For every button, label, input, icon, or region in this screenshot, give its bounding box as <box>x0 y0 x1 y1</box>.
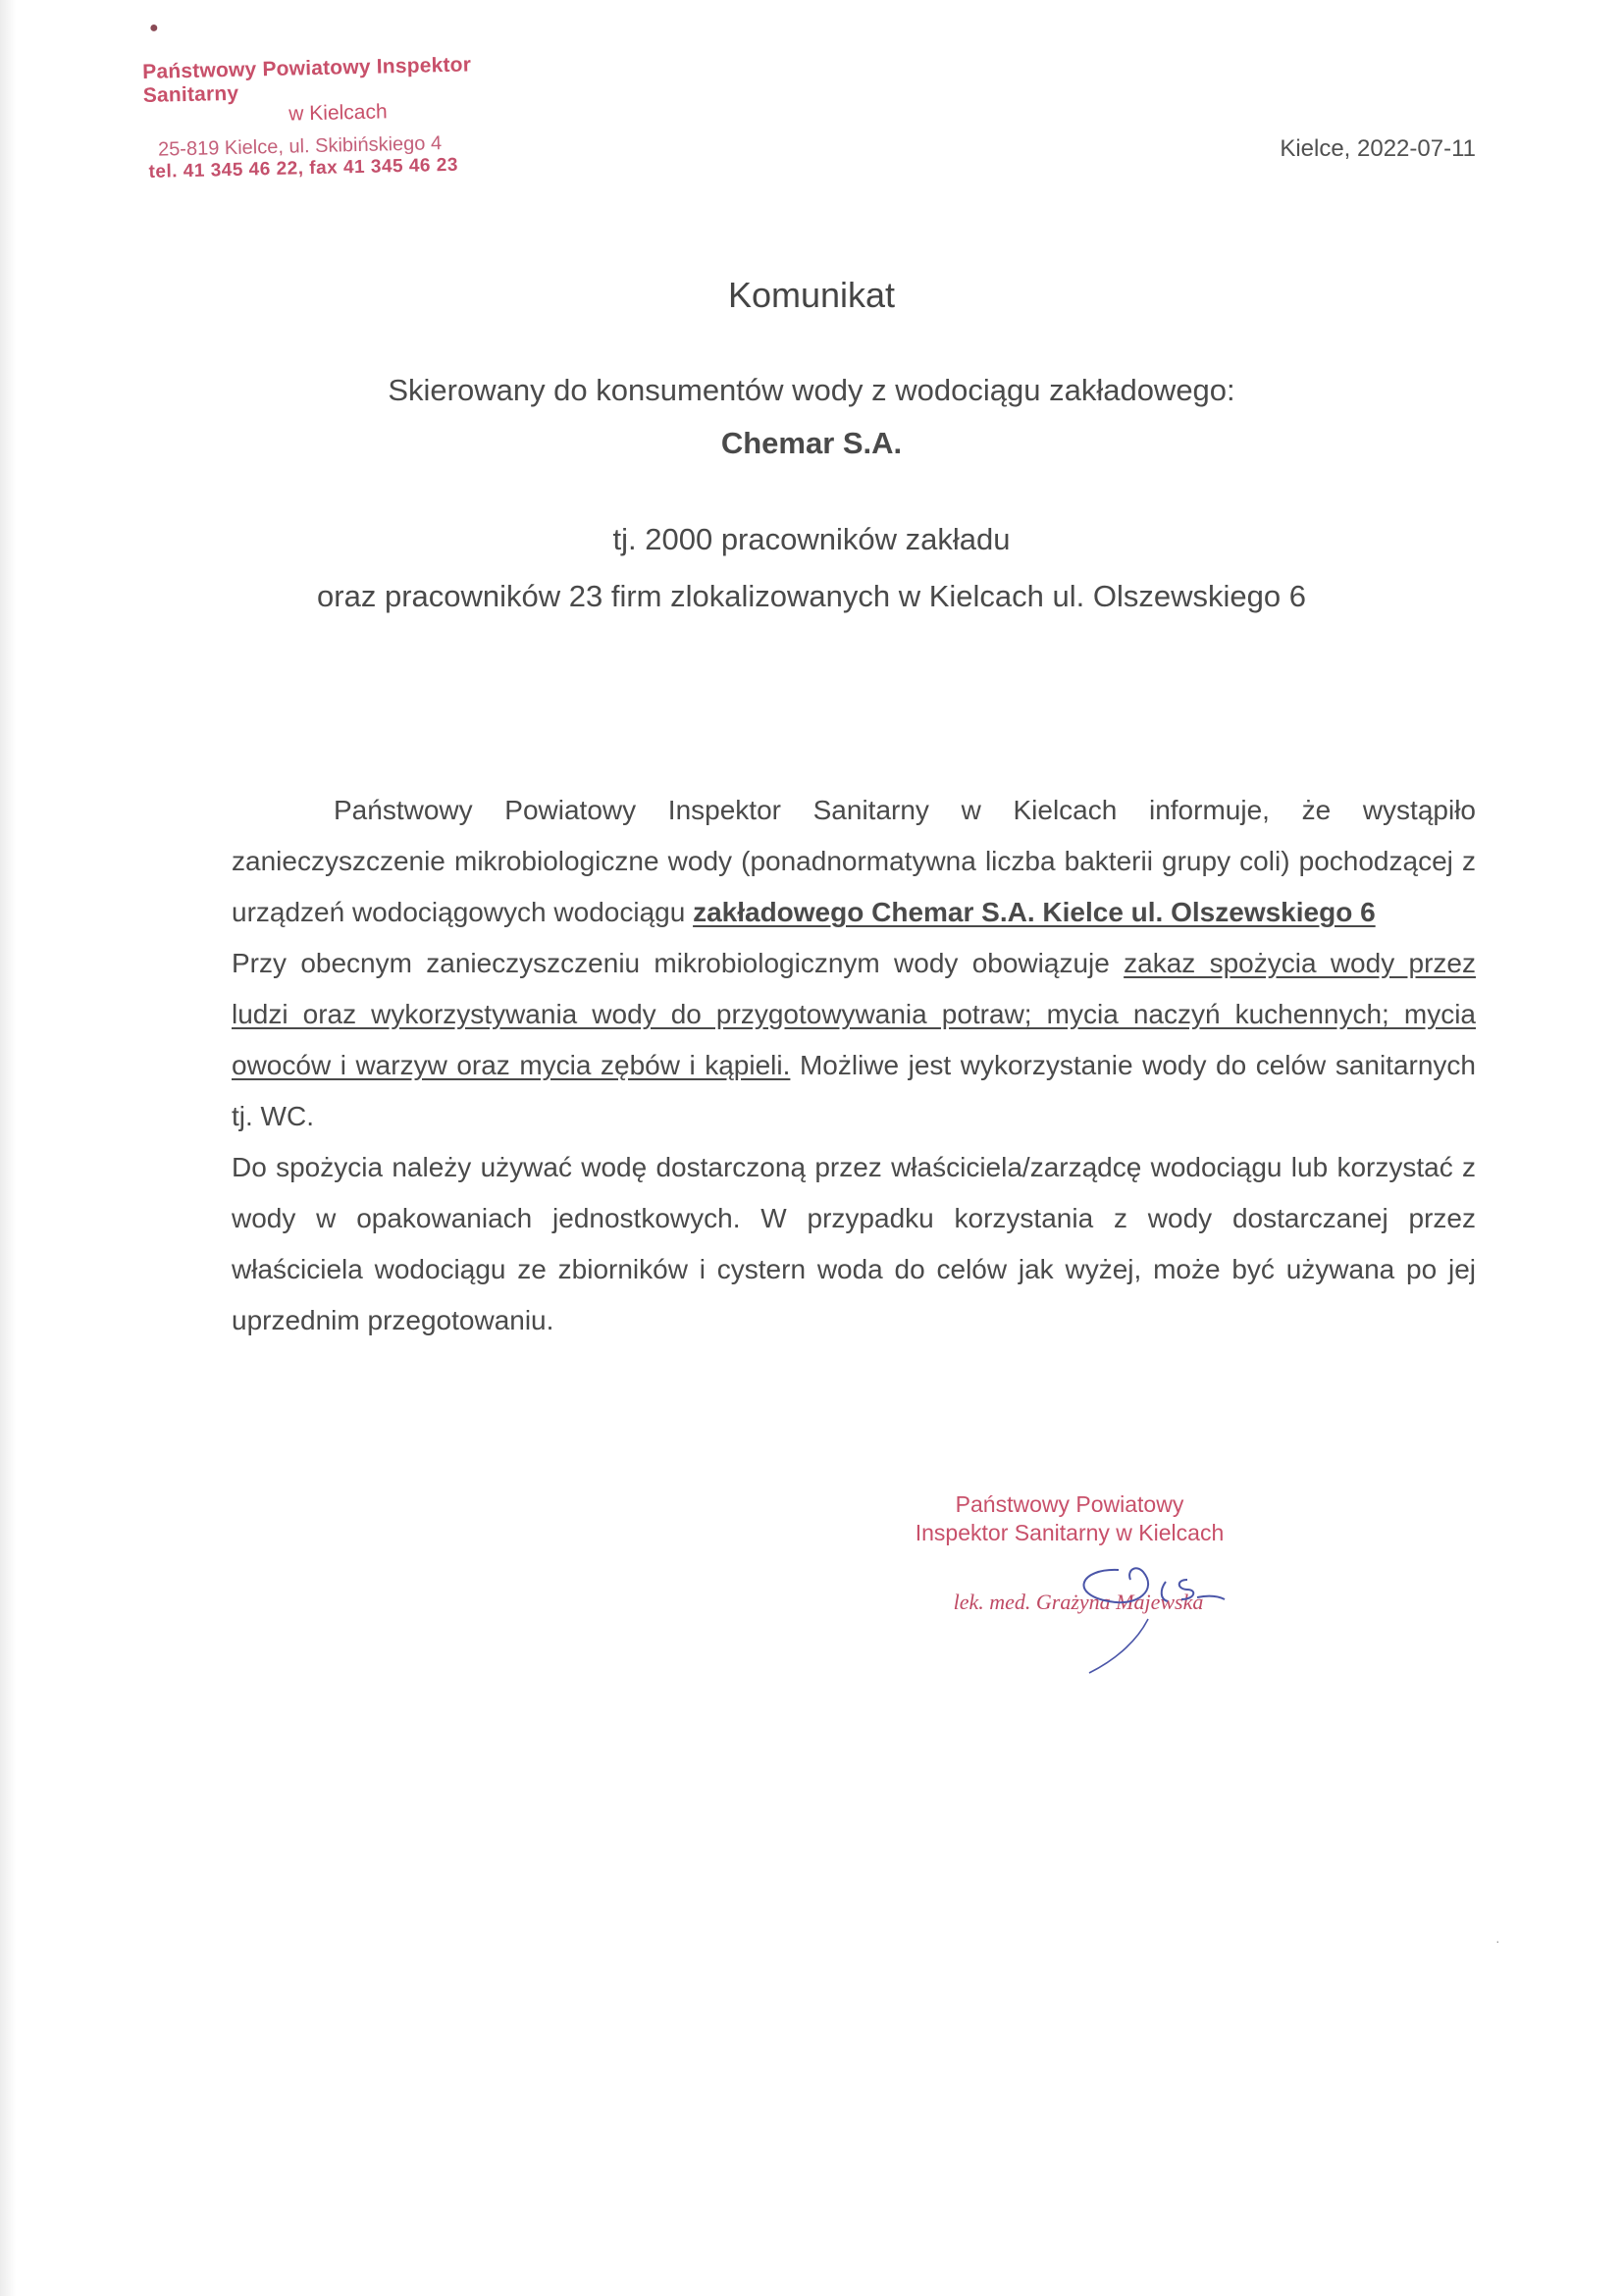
stamp-phone: tel. 41 345 46 22, fax 41 345 46 23 <box>148 154 459 183</box>
paragraph-2-text: Przy obecnym zanieczyszczeniu mikrobiologicznym wody obowiązuje <box>232 948 1125 978</box>
institution-stamp <box>142 51 557 183</box>
ink-speck: ● <box>149 20 159 36</box>
document-body <box>232 785 1476 1346</box>
paragraph-2-prohibition: zakaz spożycia wody przez ludzi oraz wykorzystywania wody do przygotowywania potraw; mycia naczyń kuchennych; mycia owoców i warzyw oraz mycia zębów i kąpieli. <box>232 948 1476 1080</box>
paragraph-1-location: zakładowego Chemar S.A. Kielce ul. Olszewskiego 6 <box>693 897 1376 927</box>
signature-name: lek. med. Grażyna Majewska <box>953 1590 1204 1614</box>
document-title: Komunikat <box>727 275 896 315</box>
stamp-line-2: w Kielcach <box>288 100 388 126</box>
paragraph-1-text: Państwowy Powiatowy Inspektor Sanitarny w Kielcach informuje, że wystąpiło zanieczyszczenie mikrobiologiczne wody (ponadnormatywna liczba bakterii grupy coli) pochodzącej z urządzeń wodociągowych wodociągu <box>232 795 1476 927</box>
stamp-address: 25-819 Kielce, ul. Skibińskiego 4 <box>157 132 443 161</box>
document-date: Kielce, 2022-07-11 <box>1280 135 1476 162</box>
signature-title-1: Państwowy Powiatowy <box>955 1491 1184 1517</box>
paragraph-3: Do spożycia należy używać wodę dostarczoną przez właściciela/zarządcę wodociągu lub korzystać z wody w opakowaniach jednostkowych. W przypadku korzystania z wody dostarczanej przez właściciela wodociągu ze zbiorników i cystern woda do celów jak wyżej, może być używana po jej uprzednim przegotowaniu. <box>232 1152 1476 1335</box>
handwritten-signature <box>1050 1550 1246 1678</box>
paragraph-2-rest: Możliwe jest wykorzystanie wody do celów sanitarnych tj. WC. <box>232 1050 1476 1131</box>
stamp-line-1: Państwowy Powiatowy Inspektor Sanitarny <box>142 53 472 107</box>
signature-title-2: Inspektor Sanitarny w Kielcach <box>915 1520 1225 1545</box>
company-name: Chemar S.A. <box>720 426 903 460</box>
addressee-line: Skierowany do konsumentów wody z wodociągu zakładowego: <box>388 373 1235 407</box>
paragraph-1 <box>232 785 1476 938</box>
scan-edge <box>0 0 16 2296</box>
scan-dot: · <box>1495 1933 1500 1949</box>
employees-line: tj. 2000 pracowników zakładu <box>612 522 1011 556</box>
paragraph-2 <box>232 938 1476 1142</box>
firms-line: oraz pracowników 23 firm zlokalizowanych w Kielcach ul. Olszewskiego 6 <box>317 579 1306 613</box>
